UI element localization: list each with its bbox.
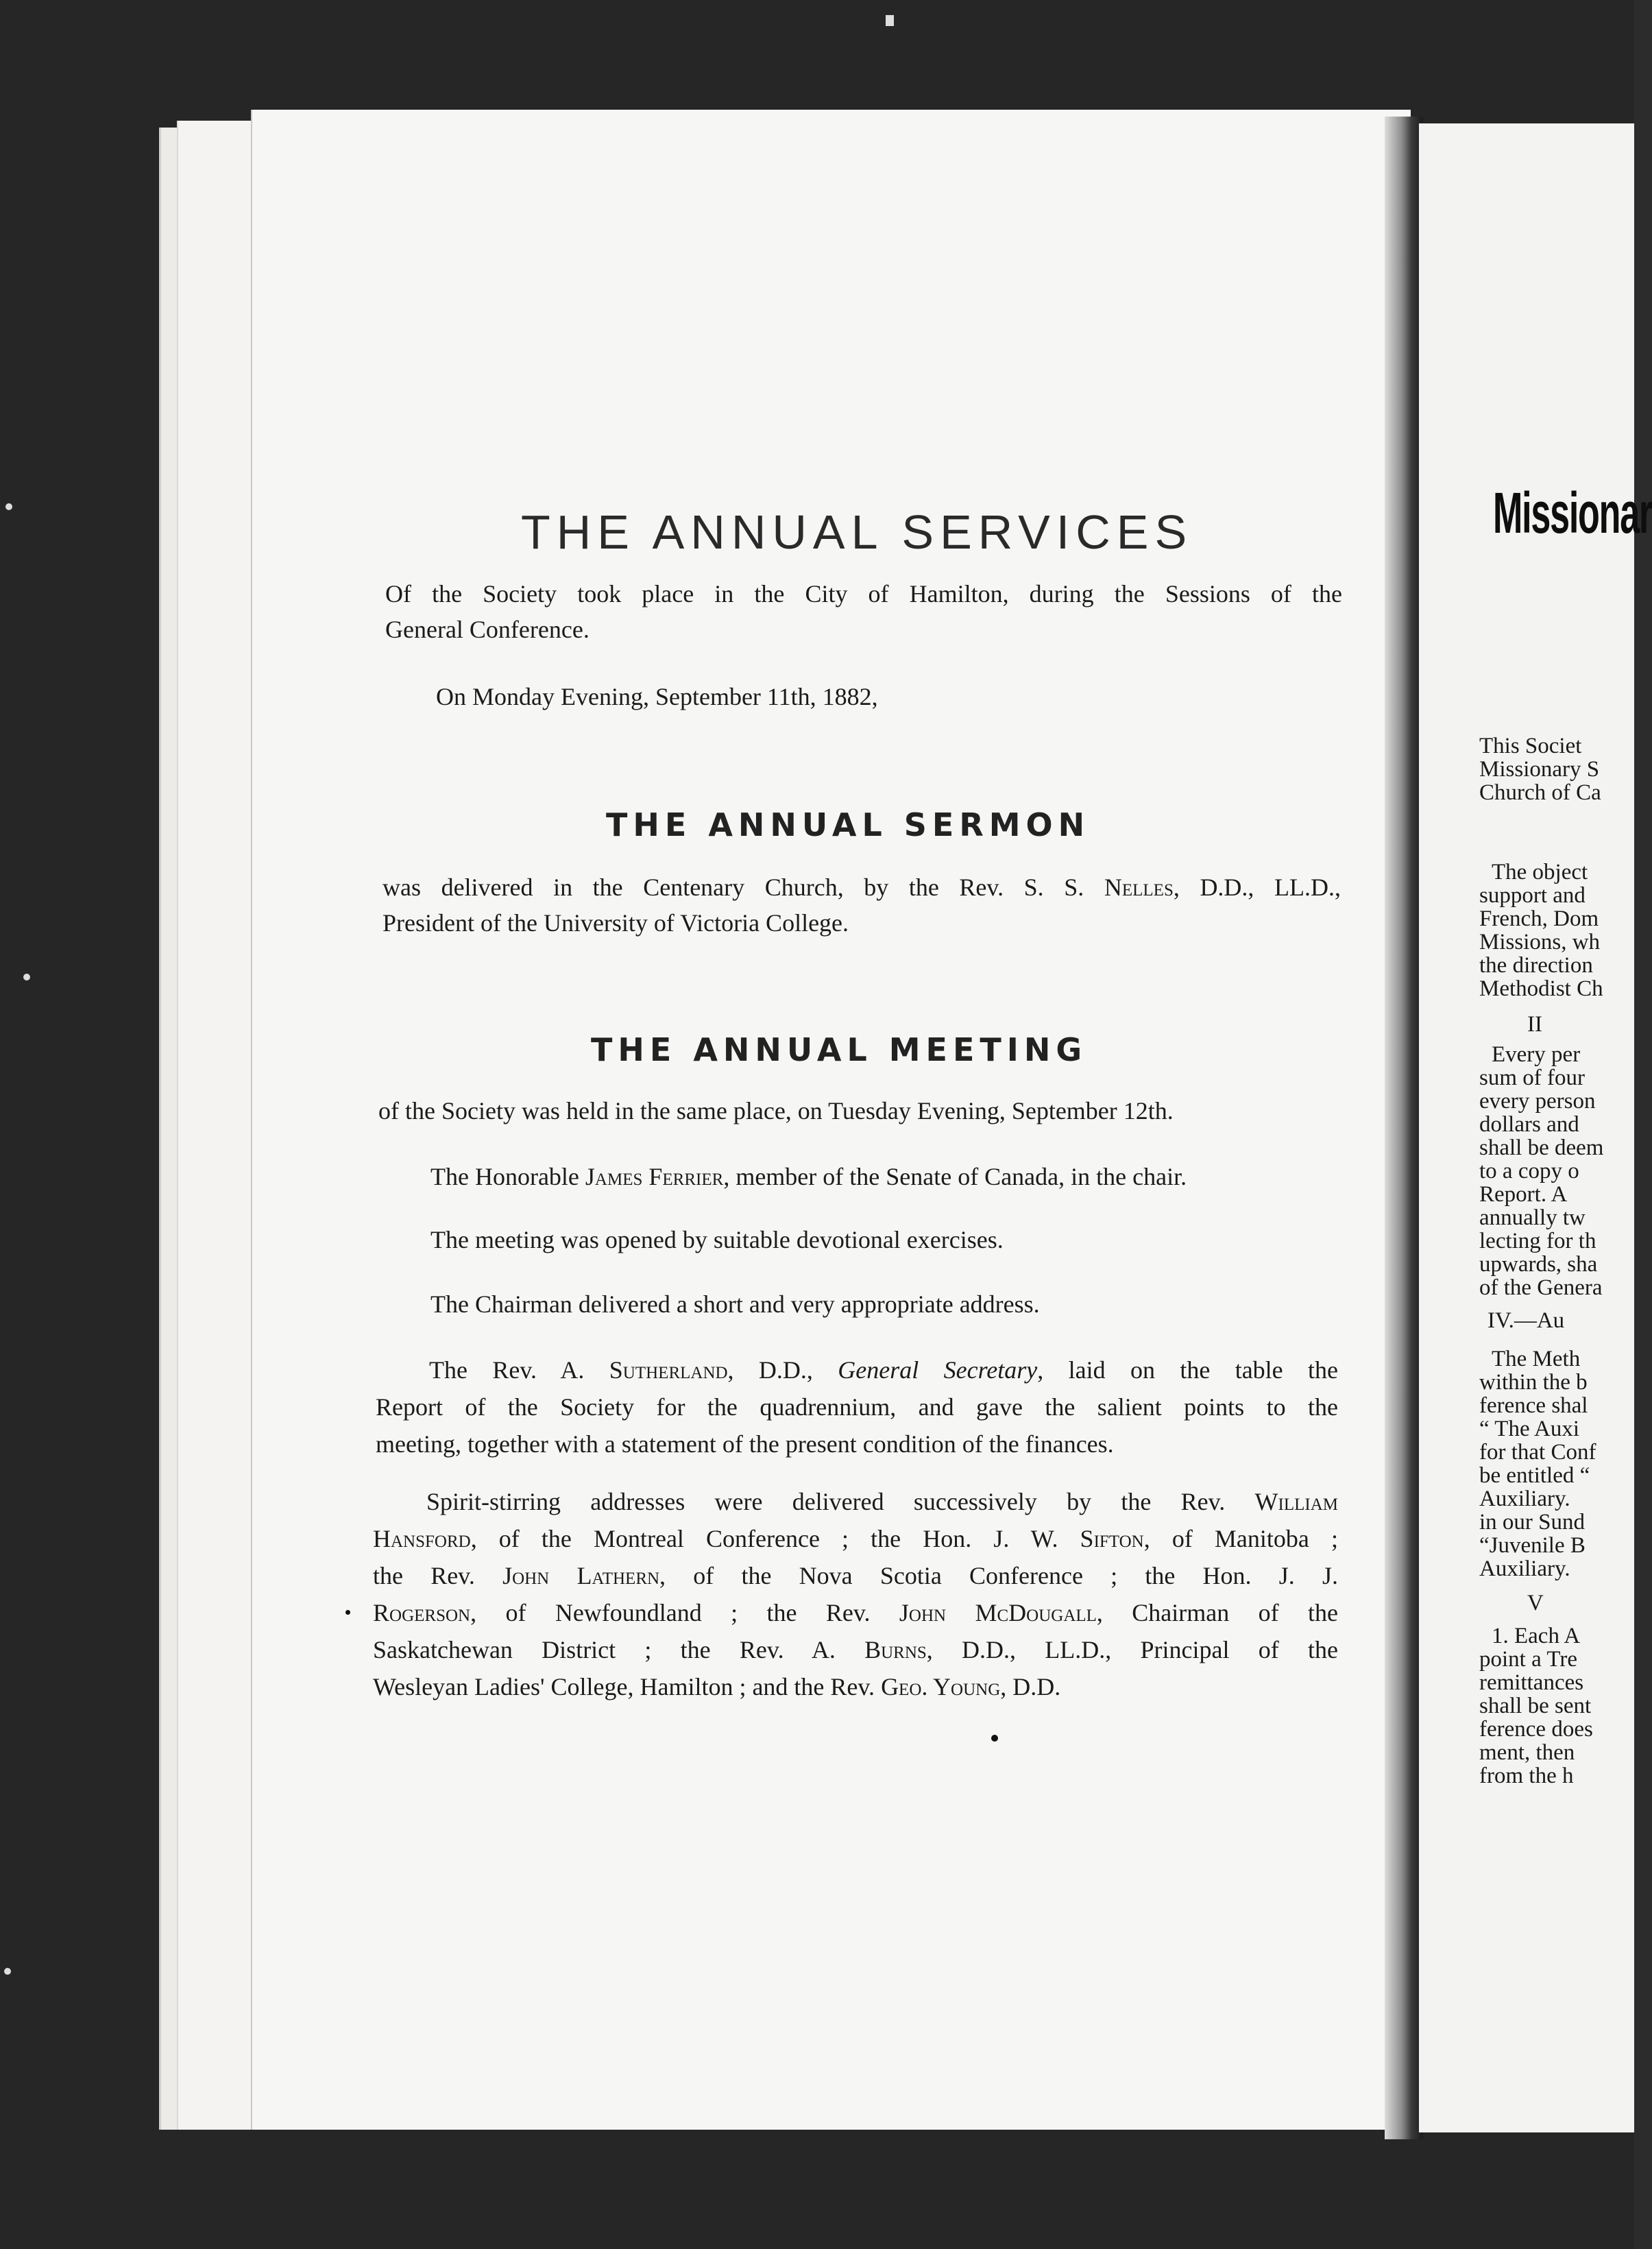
sermon-line-2: President of the University of Victoria College.	[382, 909, 849, 937]
right-page-line: Auxiliary.	[1479, 1556, 1570, 1581]
right-page-line: be entitled “	[1479, 1463, 1590, 1488]
right-page-line: upwards, sha	[1479, 1252, 1598, 1277]
dust-speck	[4, 1968, 11, 1975]
right-page-line: shall be deem	[1479, 1135, 1604, 1160]
right-page-line: to a copy o	[1479, 1159, 1579, 1183]
addresses-line-2: Hansford, of the Montreal Conference ; the Hon. J. W. Sifton, of Manitoba ;	[373, 1525, 1338, 1552]
right-page-line: remittances	[1479, 1670, 1584, 1695]
sermon-heading: THE ANNUAL SERMON	[606, 806, 1091, 843]
chair-line: The Honorable James Ferrier, member of the Senate of Canada, in the chair.	[430, 1163, 1187, 1190]
right-page-line: French, Dom	[1479, 906, 1599, 931]
report-line-3: meeting, together with a statement of the present condition of the finances.	[376, 1430, 1114, 1458]
addresses-line-3: the Rev. John Lathern, of the Nova Scotia Conference ; the Hon. J. J.	[373, 1562, 1338, 1589]
dust-speck	[886, 15, 894, 26]
right-page-line: Missionary S	[1479, 757, 1600, 782]
meeting-heading: THE ANNUAL MEETING	[591, 1031, 1088, 1068]
report-line-2: Report of the Society for the quadrennium, and gave the salient points to the	[376, 1393, 1338, 1421]
right-page-line: Church of Ca	[1479, 780, 1601, 805]
page-edge-middle	[177, 121, 260, 2130]
right-page-line: sum of four	[1479, 1066, 1585, 1090]
chairman-line: The Chairman delivered a short and very appropriate address.	[430, 1290, 1040, 1318]
sermon-line-1: was delivered in the Centenary Church, by the Rev. S. S. Nelles, D.D., LL.D.,	[382, 874, 1341, 901]
right-page-line: support and	[1479, 883, 1586, 908]
right-page-line: ference shal	[1479, 1393, 1588, 1418]
right-page-line: for that Conf	[1479, 1440, 1596, 1465]
right-page-line: Auxiliary.	[1479, 1487, 1570, 1511]
right-page-line: Every per	[1492, 1042, 1581, 1067]
right-page-line: This Societ	[1479, 734, 1582, 758]
intro-line-2: General Conference.	[385, 616, 590, 643]
ink-speck	[991, 1735, 998, 1742]
right-page-line: dollars and	[1479, 1112, 1579, 1137]
date-line: On Monday Evening, September 11th, 1882,	[436, 683, 878, 710]
opened-line: The meeting was opened by suitable devotional exercises.	[430, 1226, 1004, 1253]
right-page-line: ment, then	[1479, 1740, 1575, 1765]
addresses-line-1: Spirit-stirring addresses were delivered successively by the Rev. William	[426, 1488, 1338, 1515]
right-page-line: Report. A	[1479, 1182, 1568, 1207]
right-page-line: of the Genera	[1479, 1275, 1603, 1300]
right-page-line: Methodist Ch	[1479, 976, 1603, 1001]
right-page-line: from the h	[1479, 1764, 1574, 1788]
right-page-line: ference does	[1479, 1717, 1593, 1742]
right-page-line: point a Tre	[1479, 1647, 1578, 1672]
right-page-line: lecting for th	[1479, 1229, 1596, 1253]
right-page-line: in our Sund	[1479, 1510, 1586, 1535]
page-title: THE ANNUAL SERVICES	[521, 505, 1193, 559]
right-page-line: “ The Auxi	[1479, 1417, 1580, 1441]
ink-speck	[345, 1610, 350, 1615]
dust-speck	[23, 974, 30, 981]
right-page-line: shall be sent	[1479, 1694, 1592, 1718]
right-page-title: Missionar	[1493, 481, 1652, 545]
book-gutter	[1385, 117, 1423, 2139]
right-page-line: 1. Each A	[1492, 1624, 1581, 1648]
addresses-line-5: Saskatchewan District ; the Rev. A. Burns, D.D., LL.D., Principal of the	[373, 1636, 1338, 1663]
right-page-line: “Juvenile B	[1479, 1533, 1586, 1558]
right-page-line: within the b	[1479, 1370, 1588, 1395]
right-page-line: The Meth	[1492, 1347, 1581, 1371]
meeting-line-1: of the Society was held in the same place, on Tuesday Evening, September 12th.	[378, 1097, 1174, 1124]
intro-line-1: Of the Society took place in the City of Hamilton, during the Sessions of the	[385, 580, 1342, 608]
right-page	[1419, 123, 1652, 2132]
right-page-line: The object	[1492, 860, 1588, 885]
addresses-line-6: Wesleyan Ladies' College, Hamilton ; and the Rev. Geo. Young, D.D.	[373, 1673, 1061, 1700]
right-page-line: the direction	[1479, 953, 1593, 978]
right-page-line: V	[1527, 1591, 1544, 1615]
report-line-1: The Rev. A. Sutherland, D.D., General Secretary, laid on the table the	[429, 1356, 1339, 1384]
right-page-line: every person	[1479, 1089, 1596, 1114]
right-page-line: IV.—Au	[1487, 1308, 1565, 1333]
right-page-line: II	[1527, 1012, 1542, 1037]
right-page-line: annually tw	[1479, 1205, 1586, 1230]
addresses-line-4: Rogerson, of Newfoundland ; the Rev. John McDougall, Chairman of the	[373, 1599, 1338, 1626]
dust-speck	[5, 503, 12, 510]
right-page-line: Missions, wh	[1479, 930, 1601, 954]
